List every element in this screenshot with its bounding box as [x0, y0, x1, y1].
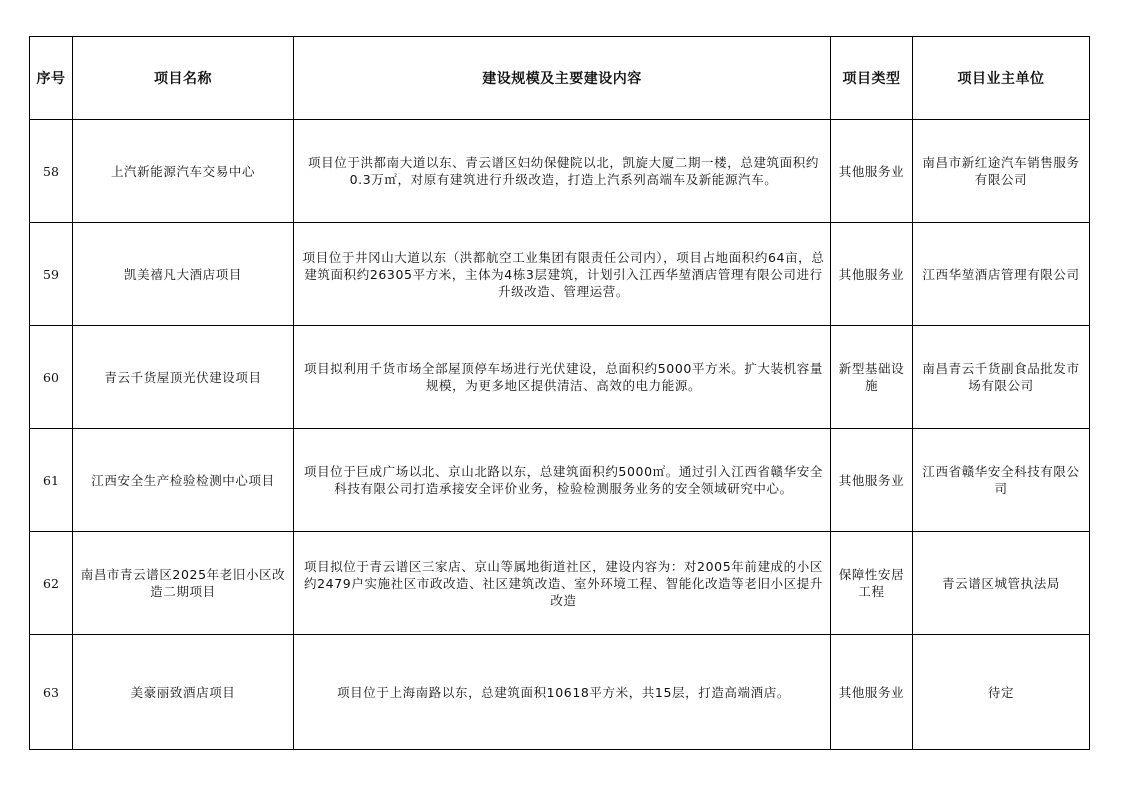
project-table	[29, 36, 1090, 750]
project-name-cell: 美豪丽致酒店项目	[73, 635, 294, 750]
construction-content-cell: 项目拟利用千货市场全部屋顶停车场进行光伏建设，总面积约5000平方米。扩大装机容量规模，为更多地区提供清洁、高效的电力能源。	[294, 326, 831, 429]
project-name-cell: 江西安全生产检验检测中心项目	[73, 429, 294, 532]
project-type-cell: 其他服务业	[831, 429, 913, 532]
construction-content-cell: 项目位于洪都南大道以东、青云谱区妇幼保健院以北，凯旋大厦二期一楼，总建筑面积约0.3万㎡，对原有建筑进行升级改造，打造上汽系列高端车及新能源汽车。	[294, 120, 831, 223]
table-row	[30, 429, 1090, 532]
serial-no-cell: 59	[30, 223, 73, 326]
table-row	[30, 120, 1090, 223]
construction-content-cell: 项目位于巨成广场以北、京山北路以东，总建筑面积约5000㎡。通过引入江西省赣华安全科技有限公司打造承接安全评价业务，检验检测服务业务的安全领域研究中心。	[294, 429, 831, 532]
serial-no-cell: 60	[30, 326, 73, 429]
project-type-cell: 保障性安居工程	[831, 532, 913, 635]
construction-content-cell: 项目拟位于青云谱区三家店、京山等属地街道社区，建设内容为：对2005年前建成的小区约2479户实施社区市政改造、社区建筑改造、室外环境工程、智能化改造等老旧小区提升改造	[294, 532, 831, 635]
project-name-cell: 青云千货屋顶光伏建设项目	[73, 326, 294, 429]
project-owner-cell: 待定	[913, 635, 1090, 750]
project-owner-cell: 南昌青云千货副食品批发市场有限公司	[913, 326, 1090, 429]
project-owner-cell: 青云谱区城管执法局	[913, 532, 1090, 635]
table-row	[30, 223, 1090, 326]
serial-no-cell: 61	[30, 429, 73, 532]
table-row	[30, 635, 1090, 750]
header-serial-no: 序号	[30, 37, 73, 120]
header-row	[30, 37, 1090, 120]
project-name-cell: 南昌市青云谱区2025年老旧小区改造二期项目	[73, 532, 294, 635]
project-owner-cell: 南昌市新红途汽车销售服务有限公司	[913, 120, 1090, 223]
header-construction-content: 建设规模及主要建设内容	[294, 37, 831, 120]
table-row	[30, 532, 1090, 635]
header-project-type: 项目类型	[831, 37, 913, 120]
header-project-name: 项目名称	[73, 37, 294, 120]
project-owner-cell: 江西省赣华安全科技有限公司	[913, 429, 1090, 532]
project-owner-cell: 江西华堃酒店管理有限公司	[913, 223, 1090, 326]
serial-no-cell: 62	[30, 532, 73, 635]
project-name-cell: 上汽新能源汽车交易中心	[73, 120, 294, 223]
table-row	[30, 326, 1090, 429]
project-name-cell: 凯美禧凡大酒店项目	[73, 223, 294, 326]
construction-content-cell: 项目位于井冈山大道以东（洪都航空工业集团有限责任公司内），项目占地面积约64亩，总建筑面积约26305平方米，主体为4栋3层建筑，计划引入江西华堃酒店管理有限公司进行升级改造、管理运营。	[294, 223, 831, 326]
serial-no-cell: 63	[30, 635, 73, 750]
project-type-cell: 新型基础设施	[831, 326, 913, 429]
construction-content-cell: 项目位于上海南路以东，总建筑面积10618平方米，共15层，打造高端酒店。	[294, 635, 831, 750]
header-project-owner: 项目业主单位	[913, 37, 1090, 120]
project-type-cell: 其他服务业	[831, 120, 913, 223]
serial-no-cell: 58	[30, 120, 73, 223]
project-type-cell: 其他服务业	[831, 223, 913, 326]
project-type-cell: 其他服务业	[831, 635, 913, 750]
